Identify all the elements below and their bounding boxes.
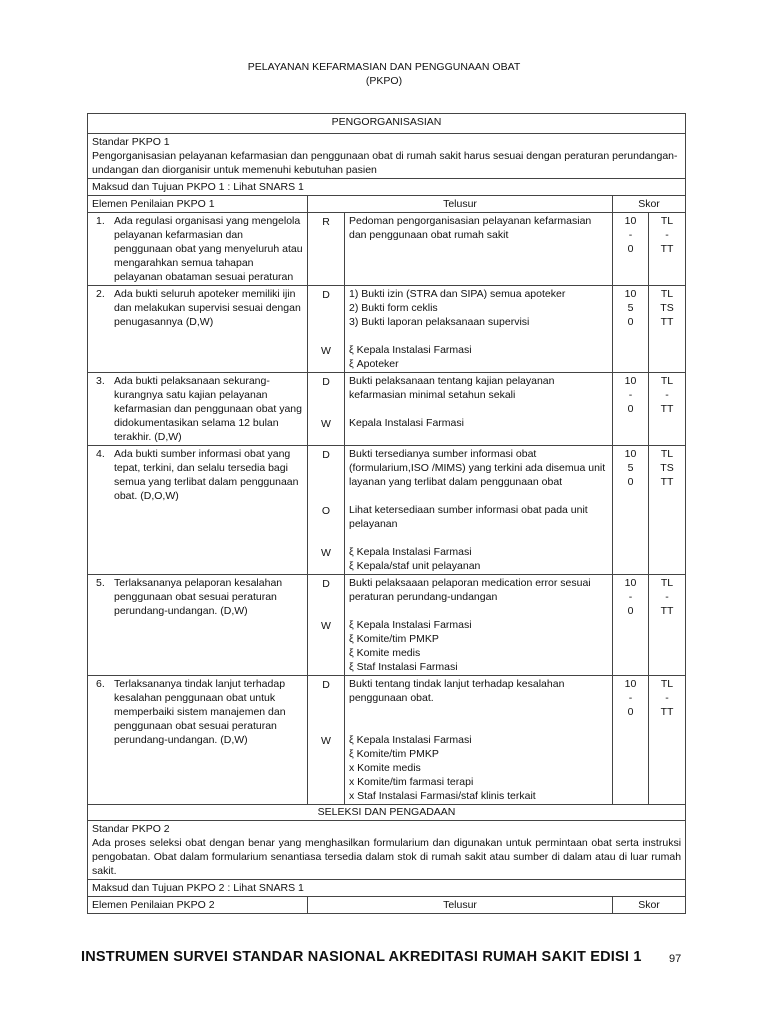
telusur-line: Bukti pelaksanaan tentang kajian pelayanan kefarmasian minimal setahun sekali	[349, 375, 555, 401]
telusur-block	[349, 416, 608, 430]
telusur-line: Bukti tentang tindak lanjut terhadap kesalahan penggunaan obat.	[349, 678, 565, 704]
element-cell	[88, 286, 308, 373]
score-label: TL	[660, 577, 674, 589]
telusur-cell	[345, 373, 613, 446]
score-label: TT	[660, 605, 674, 617]
section-heading-row	[88, 114, 686, 134]
score-label: TL	[660, 215, 674, 227]
telusur-line: ξ Kepala Instalasi Farmasi	[349, 546, 472, 558]
telusur-line: ξ Staf Instalasi Farmasi	[349, 661, 458, 673]
score-value: 10	[624, 577, 637, 589]
score-value: -	[628, 692, 633, 704]
method-cell	[308, 286, 345, 373]
telusur-line: ξ Kepala/staf unit pelayanan	[349, 560, 481, 572]
score-value: -	[628, 591, 633, 603]
element-cell	[88, 213, 308, 286]
telusur-block	[349, 503, 608, 531]
score-value: 10	[624, 678, 637, 690]
method-code: D	[322, 577, 330, 590]
score-value-cell	[613, 286, 649, 373]
method-code: W	[321, 417, 331, 430]
element-text: Terlaksananya tindak lanjut terhadap kesalahan penggunaan obat untuk memperbaiki sistem manajemen dan penggunaan obat sesuai peraturan perundang-undangan. (D,W)	[114, 678, 286, 746]
telusur-line: ξ Komite/tim PMKP	[349, 748, 439, 760]
score-label: TS	[660, 302, 674, 314]
assessment-table	[87, 113, 686, 914]
score-value: 0	[627, 403, 634, 415]
telusur-block	[349, 287, 608, 329]
standard-row	[88, 134, 686, 179]
element-text: Ada bukti sumber informasi obat yang tepat, terkini, dan selalu tersedia bagi semua yang terlibat dalam penggunaan obat. (D,O,W)	[114, 448, 299, 502]
standard-text: Pengorganisasian pelayanan kefarmasian dan penggunaan obat di rumah sakit harus sesuai dengan peraturan perundangan-undangan dan diorganisir untuk memenuhi kebutuhan pasien	[92, 150, 678, 176]
method-code: D	[322, 678, 330, 691]
score-label: -	[665, 591, 669, 603]
element-row	[88, 286, 686, 373]
element-number: 4.	[96, 448, 105, 460]
score-label: -	[665, 229, 669, 241]
method-code: D	[322, 288, 330, 301]
standard-title: Standar PKPO 1	[92, 136, 170, 148]
score-value: 0	[627, 706, 634, 718]
method-cell	[308, 446, 345, 575]
element-text: Ada bukti seluruh apoteker memiliki ijin dan melakukan supervisi sesuai dengan penugasannya (D,W)	[114, 288, 301, 328]
telusur-line: ξ Komite/tim PMKP	[349, 633, 439, 645]
telusur-line: x Komite/tim farmasi terapi	[349, 776, 474, 788]
element-cell	[88, 575, 308, 676]
telusur-line: Bukti pelaksaaan pelaporan medication error sesuai peraturan perundang-undangan	[349, 577, 591, 603]
telusur-line: ξ Kepala Instalasi Farmasi	[349, 344, 472, 356]
element-number: 5.	[96, 577, 105, 589]
column-header-elemen: Elemen Penilaian PKPO 1	[88, 196, 308, 213]
section-heading: SELEKSI DAN PENGADAAN	[88, 805, 686, 821]
score-value: 5	[627, 462, 634, 474]
telusur-block	[349, 214, 608, 242]
method-cell	[308, 213, 345, 286]
score-label: -	[665, 389, 669, 401]
score-label: TL	[660, 375, 674, 387]
telusur-line: Kepala Instalasi Farmasi	[349, 417, 464, 429]
score-label: TT	[660, 243, 674, 255]
element-cell	[88, 373, 308, 446]
method-code: D	[322, 448, 330, 461]
telusur-line: ξ Komite medis	[349, 647, 421, 659]
element-text: Ada regulasi organisasi yang mengelola pelayanan kefarmasian dan penggunaan obat yang menyeluruh atau mengarahkan semua tahapan pelayanan obataman sesuai peraturan	[114, 215, 303, 283]
standard-text: Ada proses seleksi obat dengan benar yang menghasilkan formularium dan digunakan untuk permintaan obat serta instruksi pengobatan. Obat dalam formularium senantiasa tersedia dalam stok di rumah sakit atau sumber di dalam atau di luar rumah sakit.	[92, 837, 682, 877]
score-value: 10	[624, 215, 637, 227]
telusur-cell	[345, 575, 613, 676]
element-row	[88, 676, 686, 805]
method-code: W	[321, 734, 331, 747]
telusur-block	[349, 618, 608, 674]
score-value: 10	[624, 375, 637, 387]
telusur-cell	[345, 676, 613, 805]
column-header-elemen: Elemen Penilaian PKPO 2	[88, 897, 308, 914]
standard-row	[88, 821, 686, 880]
column-header-row	[88, 897, 686, 914]
telusur-block	[349, 733, 608, 803]
maksud-row	[88, 179, 686, 196]
score-label: -	[665, 692, 669, 704]
telusur-line: ξ Kepala Instalasi Farmasi	[349, 734, 472, 746]
score-label: TL	[660, 678, 674, 690]
telusur-block	[349, 374, 608, 402]
telusur-line: Pedoman pengorganisasian pelayanan kefarmasian dan penggunaan obat rumah sakit	[349, 215, 592, 241]
section-heading: PENGORGANISASIAN	[88, 114, 686, 134]
page-number: 97	[669, 953, 682, 965]
score-value: 10	[624, 448, 637, 460]
score-value: -	[628, 229, 633, 241]
section-heading-row	[88, 805, 686, 821]
element-text: Ada bukti pelaksanaan sekurang-kurangnya satu kajian pelayanan kefarmasian dan penggunaan obat yang didokumentasikan selama 12 bulan terakhir. (D,W)	[114, 375, 302, 443]
score-value: 0	[627, 476, 634, 488]
telusur-block	[349, 677, 608, 705]
score-label: TL	[660, 288, 674, 300]
telusur-line: x Komite medis	[349, 762, 421, 774]
page-title	[0, 60, 768, 88]
score-label-cell	[649, 446, 686, 575]
score-label: TT	[660, 706, 674, 718]
score-value-cell	[613, 575, 649, 676]
telusur-cell	[345, 286, 613, 373]
score-label: TT	[660, 403, 674, 415]
score-value: -	[628, 389, 633, 401]
telusur-line: 3) Bukti laporan pelaksanaan supervisi	[349, 316, 530, 328]
page-title-line2: (PKPO)	[365, 75, 403, 87]
score-value: 0	[627, 243, 634, 255]
method-code: W	[321, 344, 331, 357]
score-label: TS	[660, 462, 674, 474]
telusur-line: 2) Bukti form ceklis	[349, 302, 438, 314]
maksud-row	[88, 880, 686, 897]
page-title-line1: PELAYANAN KEFARMASIAN DAN PENGGUNAAN OBAT	[247, 61, 521, 73]
score-label: TL	[660, 448, 674, 460]
telusur-line: Lihat ketersediaan sumber informasi obat pada unit pelayanan	[349, 504, 588, 530]
element-number: 3.	[96, 375, 105, 387]
telusur-block	[349, 343, 608, 371]
telusur-cell	[345, 213, 613, 286]
telusur-block	[349, 545, 608, 573]
element-number: 2.	[96, 288, 105, 300]
element-row	[88, 446, 686, 575]
element-row	[88, 575, 686, 676]
footer-title: INSTRUMEN SURVEI STANDAR NASIONAL AKREDITASI RUMAH SAKIT EDISI 1	[81, 949, 642, 965]
method-code: D	[322, 375, 330, 388]
element-row	[88, 373, 686, 446]
telusur-line: ξ Kepala Instalasi Farmasi	[349, 619, 472, 631]
score-value: 5	[627, 302, 634, 314]
method-cell	[308, 373, 345, 446]
telusur-block	[349, 576, 608, 604]
column-header-telusur: Telusur	[308, 196, 613, 213]
telusur-block	[349, 447, 608, 489]
element-number: 1.	[96, 215, 105, 227]
column-header-skor: Skor	[613, 196, 686, 213]
score-value: 10	[624, 288, 637, 300]
telusur-line: ξ Apoteker	[349, 358, 399, 370]
score-label: TT	[660, 316, 674, 328]
column-header-skor: Skor	[613, 897, 686, 914]
method-code: W	[321, 546, 331, 559]
score-value-cell	[613, 213, 649, 286]
element-cell	[88, 676, 308, 805]
score-label: TT	[660, 476, 674, 488]
method-code: O	[321, 504, 331, 517]
telusur-line: Bukti tersedianya sumber informasi obat (formularium,ISO /MIMS) yang terkini ada disemua unit layanan yang terlibat dalam penggunaan obat	[349, 448, 606, 488]
score-label-cell	[649, 676, 686, 805]
score-value-cell	[613, 446, 649, 575]
score-value-cell	[613, 373, 649, 446]
score-value: 0	[627, 605, 634, 617]
standard-title: Standar PKPO 2	[92, 823, 170, 835]
score-label-cell	[649, 575, 686, 676]
score-label-cell	[649, 213, 686, 286]
element-number: 6.	[96, 678, 105, 690]
score-label-cell	[649, 373, 686, 446]
column-header-row	[88, 196, 686, 213]
method-code: R	[322, 215, 330, 228]
element-text: Terlaksananya pelaporan kesalahan penggunaan obat sesuai peraturan perundang-undangan. (D,W)	[114, 577, 283, 617]
score-value: 0	[627, 316, 634, 328]
method-code: W	[321, 619, 331, 632]
element-row	[88, 213, 686, 286]
element-cell	[88, 446, 308, 575]
telusur-line: x Staf Instalasi Farmasi/staf klinis terkait	[349, 790, 536, 802]
telusur-cell	[345, 446, 613, 575]
method-cell	[308, 575, 345, 676]
score-label-cell	[649, 286, 686, 373]
maksud-tujuan: Maksud dan Tujuan PKPO 1 : Lihat SNARS 1	[88, 179, 686, 196]
telusur-line: 1) Bukti izin (STRA dan SIPA) semua apoteker	[349, 288, 566, 300]
method-cell	[308, 676, 345, 805]
maksud-tujuan: Maksud dan Tujuan PKPO 2 : Lihat SNARS 1	[88, 880, 686, 897]
score-value-cell	[613, 676, 649, 805]
column-header-telusur: Telusur	[308, 897, 613, 914]
